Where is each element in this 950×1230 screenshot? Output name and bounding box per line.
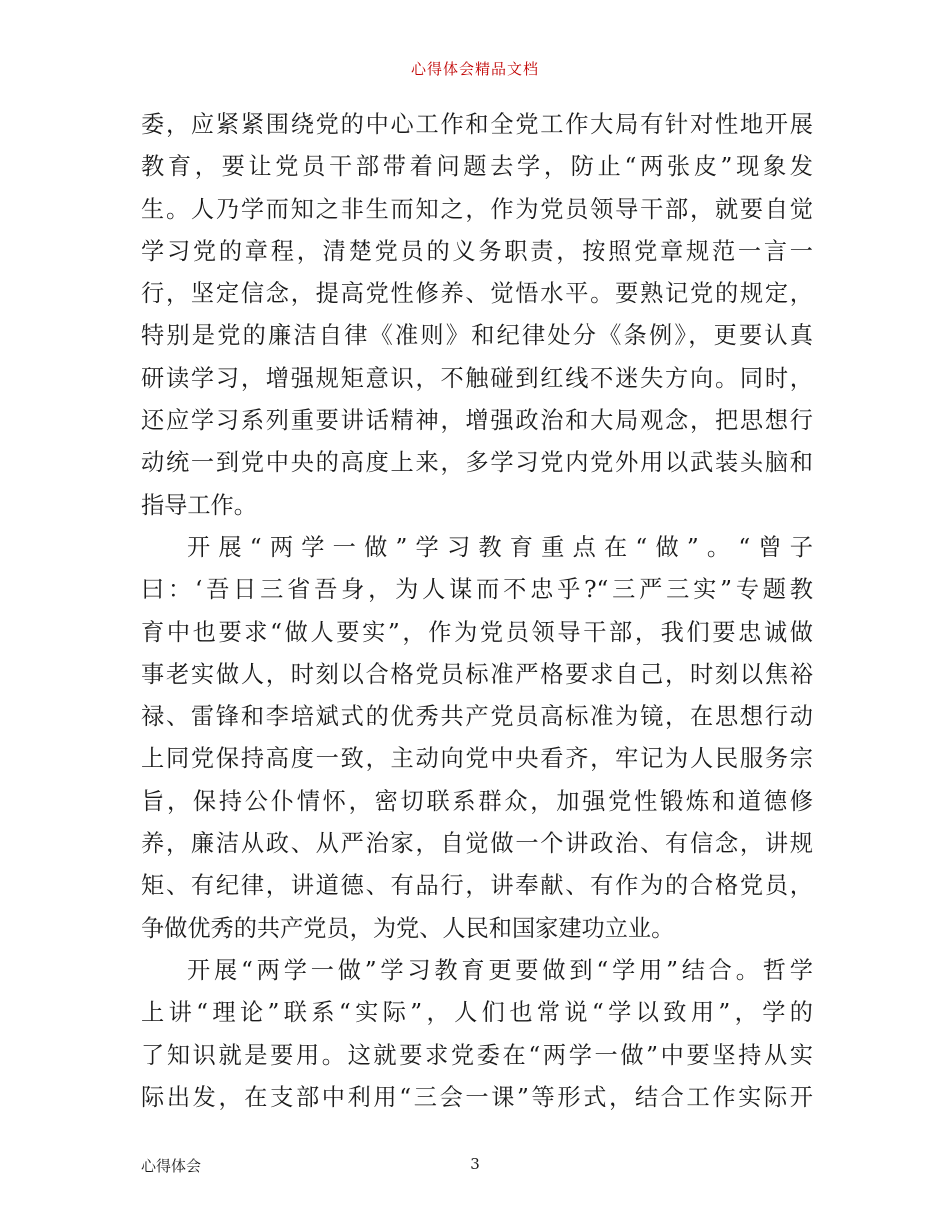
text-line: 行，坚定信念，提高党性修养、觉悟水平。要熟记党的规定， [141,280,813,308]
text-line: 争做优秀的共产党员，为党、人民和国家建功立业。 [141,914,675,942]
text-line: 开展“两学一做”学习教育重点在“做”。“曾子 [187,533,813,561]
page-footer-label: 心得体会 [141,1157,202,1175]
text-line: 养，廉洁从政、从严治家，自觉做一个讲政治、有信念，讲规 [141,830,813,858]
text-line: 旨，保持公仆情怀，密切联系群众，加强党性锻炼和道德修 [141,787,813,815]
text-line: 了知识就是要用。这就要求党委在“两学一做”中要坚持从实 [141,1041,813,1069]
text-line: 学习党的章程，清楚党员的义务职责，按照党章规范一言一 [141,237,813,265]
text-line: 上同党保持高度一致，主动向党中央看齐，牢记为人民服务宗 [141,745,813,773]
text-line: 开展“两学一做”学习教育更要做到“学用”结合。哲学 [187,956,813,984]
text-line: 上讲“理论”联系“实际”，人们也常说“学以致用”，学的 [141,999,813,1027]
text-line: 动统一到党中央的高度上来，多学习党内党外用以武装头脑和 [141,449,813,477]
text-line: 指导工作。 [141,491,257,519]
text-line: 禄、雷锋和李培斌式的优秀共产党员高标准为镜，在思想行动 [141,703,813,731]
text-line: 特别是党的廉洁自律《准则》和纪律处分《条例》，更要认真 [141,322,813,350]
text-line: 际出发，在支部中利用“三会一课”等形式，结合工作实际开 [141,1083,813,1111]
text-line: 委，应紧紧围绕党的中心工作和全党工作大局有针对性地开展 [141,111,813,138]
text-line: 教育，要让党员干部带着问题去学，防止“两张皮”现象发 [141,153,813,181]
page-number: 3 [470,1155,480,1173]
document-body [141,104,813,1119]
text-line: 育中也要求“做人要实”，作为党员领导干部，我们要忠诚做 [141,618,813,646]
text-line: 研读学习，增强规矩意识，不触碰到红线不迷失方向。同时， [141,364,813,392]
text-line: 事老实做人，时刻以合格党员标准严格要求自己，时刻以焦裕 [141,660,813,688]
text-line: 生。人乃学而知之非生而知之，作为党员领导干部，就要自觉 [141,195,813,223]
text-line: 还应学习系列重要讲话精神，增强政治和大局观念，把思想行 [141,407,813,435]
text-line: 曰：‘吾日三省吾身，为人谋而不忠乎?“三严三实”专题教 [141,576,813,604]
page-header-title: 心得体会精品文档 [410,60,539,78]
text-line: 矩、有纪律，讲道德、有品行，讲奉献、有作为的合格党员， [141,872,813,900]
